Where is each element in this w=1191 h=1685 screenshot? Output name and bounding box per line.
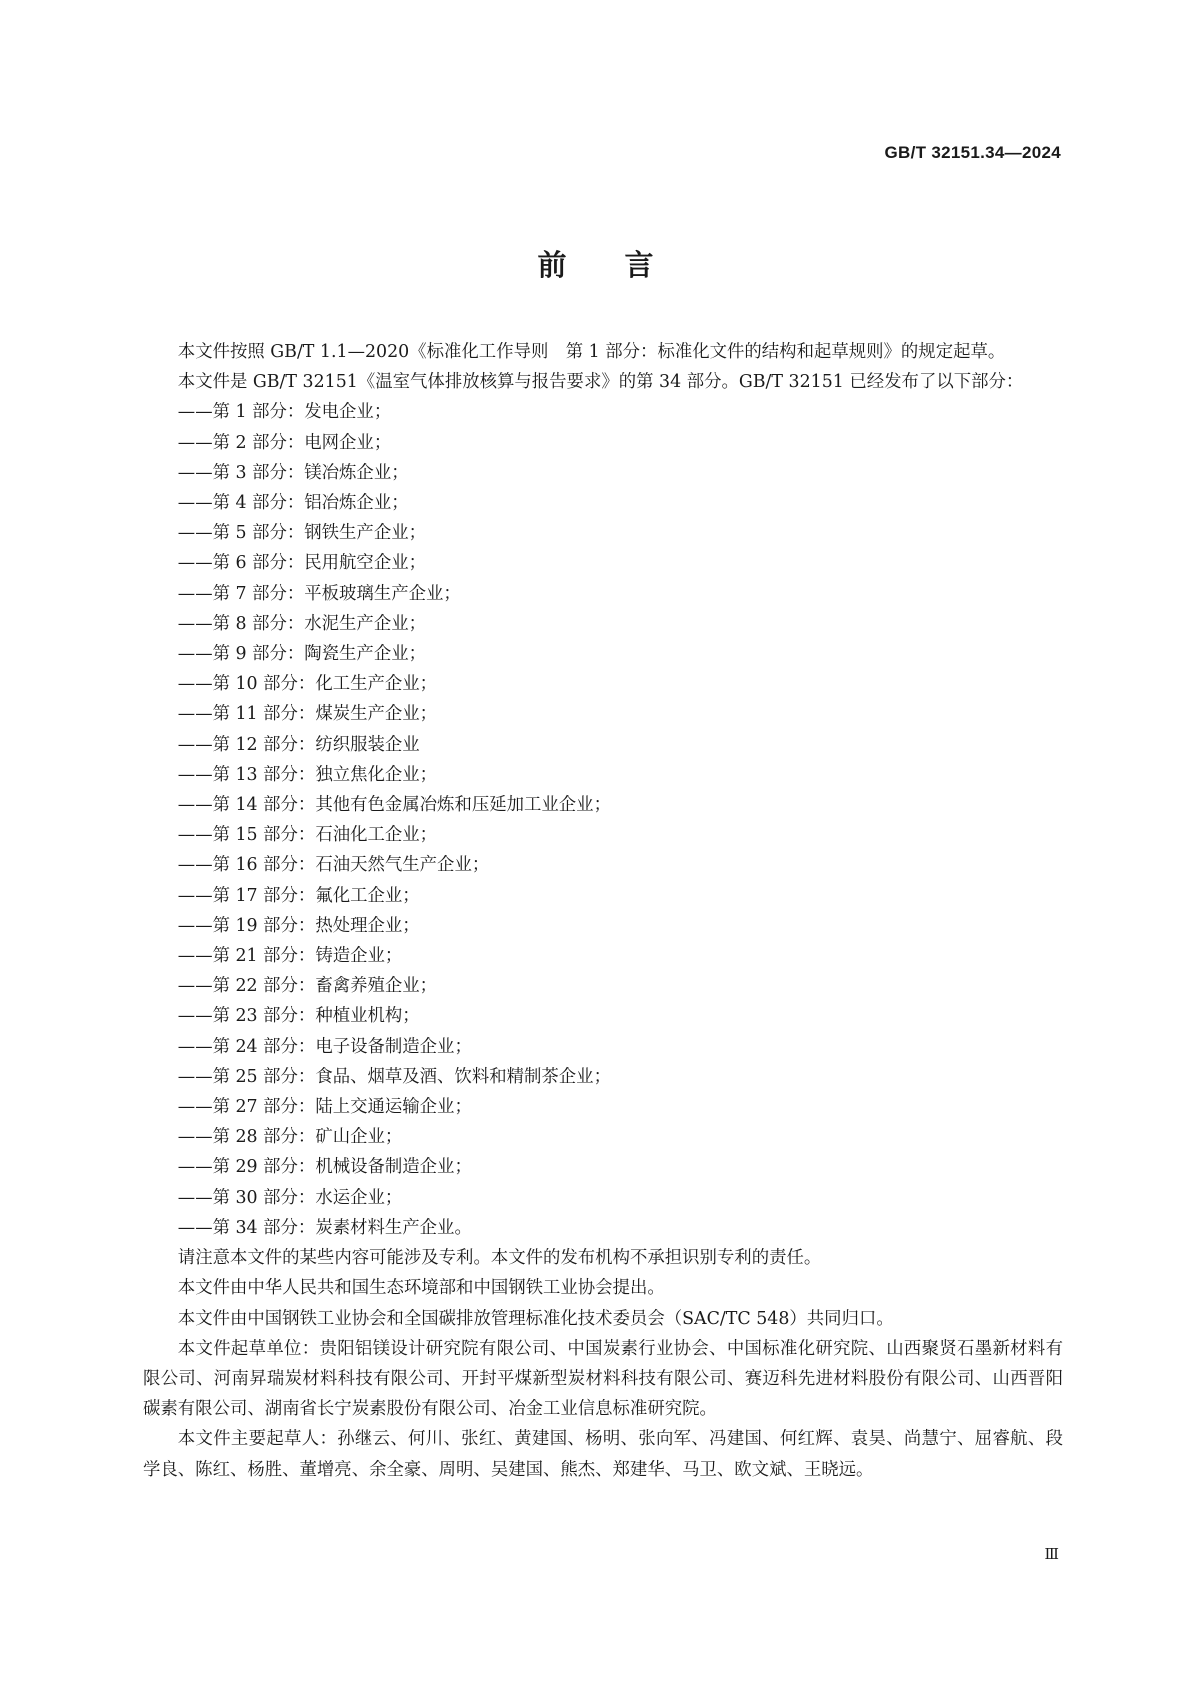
page-title: 前言	[537, 248, 712, 282]
list-item: ——第 1 部分：发电企业；	[177, 402, 392, 423]
list-item: ——第 24 部分：电子设备制造企业；	[177, 1036, 472, 1057]
list-item: ——第 22 部分：畜禽养殖企业；	[177, 976, 438, 997]
list-item: ——第 9 部分：陶瓷生产企业；	[177, 644, 426, 665]
published-parts-list	[143, 397, 1063, 1243]
list-item: ——第 34 部分：炭素材料生产企业。	[177, 1217, 472, 1238]
list-item: ——第 28 部分：矿山企业；	[177, 1127, 403, 1148]
drafters: 本文件主要起草人：孙继云、何川、张红、黄建国、杨明、张向军、冯建国、何红辉、袁昊、尚慧宁、屈睿航、段学良、陈红、杨胜、董增亮、余全豪、周明、吴建国、熊杰、郑建华、马卫、欧文斌、王晓远。	[143, 1429, 1063, 1480]
list-item: ——第 7 部分：平板玻璃生产企业；	[177, 583, 461, 604]
list-item: ——第 25 部分：食品、烟草及酒、饮料和精制茶企业；	[177, 1066, 611, 1087]
list-item: ——第 27 部分：陆上交通运输企业；	[177, 1097, 472, 1118]
list-item: ——第 6 部分：民用航空企业；	[177, 553, 426, 574]
list-item: ——第 19 部分：热处理企业；	[177, 915, 420, 936]
patent-notice: 请注意本文件的某些内容可能涉及专利。本文件的发布机构不承担识别专利的责任。	[177, 1248, 822, 1269]
list-item: ——第 12 部分：纺织服装企业	[177, 734, 420, 755]
proposer-statement: 本文件由中华人民共和国生态环境部和中国钢铁工业协会提出。	[177, 1278, 665, 1299]
page-number: Ⅲ	[1044, 1545, 1059, 1563]
list-item: ——第 15 部分：石油化工企业；	[177, 825, 438, 846]
list-item: ——第 8 部分：水泥生产企业；	[177, 613, 426, 634]
list-item: ——第 21 部分：铸造企业；	[177, 946, 403, 967]
list-item: ——第 14 部分：其他有色金属冶炼和压延加工业企业；	[177, 795, 611, 816]
list-item: ——第 23 部分：种植业机构；	[177, 1006, 420, 1027]
list-item: ——第 4 部分：铝冶炼企业；	[177, 493, 409, 514]
list-item: ——第 30 部分：水运企业；	[177, 1187, 403, 1208]
list-item: ——第 5 部分：钢铁生产企业；	[177, 523, 426, 544]
foreword-body	[143, 337, 1063, 1485]
list-item: ——第 10 部分：化工生产企业；	[177, 674, 438, 695]
intro-paragraph-series: 本文件是 GB/T 32151《温室气体排放核算与报告要求》的第 34 部分。GB/T 32151 已经发布了以下部分：	[177, 372, 1024, 393]
list-item: ——第 3 部分：镁冶炼企业；	[177, 462, 409, 483]
list-item: ——第 11 部分：煤炭生产企业；	[177, 704, 438, 725]
list-item: ——第 13 部分：独立焦化企业；	[177, 764, 438, 785]
intro-paragraph-structure: 本文件按照 GB/T 1.1—2020《标准化工作导则 第 1 部分：标准化文件的结构和起草规则》的规定起草。	[177, 342, 1006, 362]
list-item: ——第 17 部分：氟化工企业；	[177, 885, 420, 906]
list-item: ——第 16 部分：石油天然气生产企业；	[177, 855, 490, 876]
drafting-units: 本文件起草单位：贵阳铝镁设计研究院有限公司、中国炭素行业协会、中国标准化研究院、山西聚贤石墨新材料有限公司、河南昇瑞炭材料科技有限公司、开封平煤新型炭材料科技有限公司、赛迈科先进材料股份有限公司、山西晋阳碳素有限公司、湖南省长宁炭素股份有限公司、冶金工业信息标准研究院。	[143, 1338, 1063, 1420]
list-item: ——第 2 部分：电网企业；	[177, 432, 392, 453]
owner-statement: 本文件由中国钢铁工业协会和全国碳排放管理标准化技术委员会（SAC/TC 548）共同归口。	[177, 1308, 894, 1329]
standard-code: GB/T 32151.34—2024	[884, 143, 1061, 162]
list-item: ——第 29 部分：机械设备制造企业；	[177, 1157, 472, 1178]
